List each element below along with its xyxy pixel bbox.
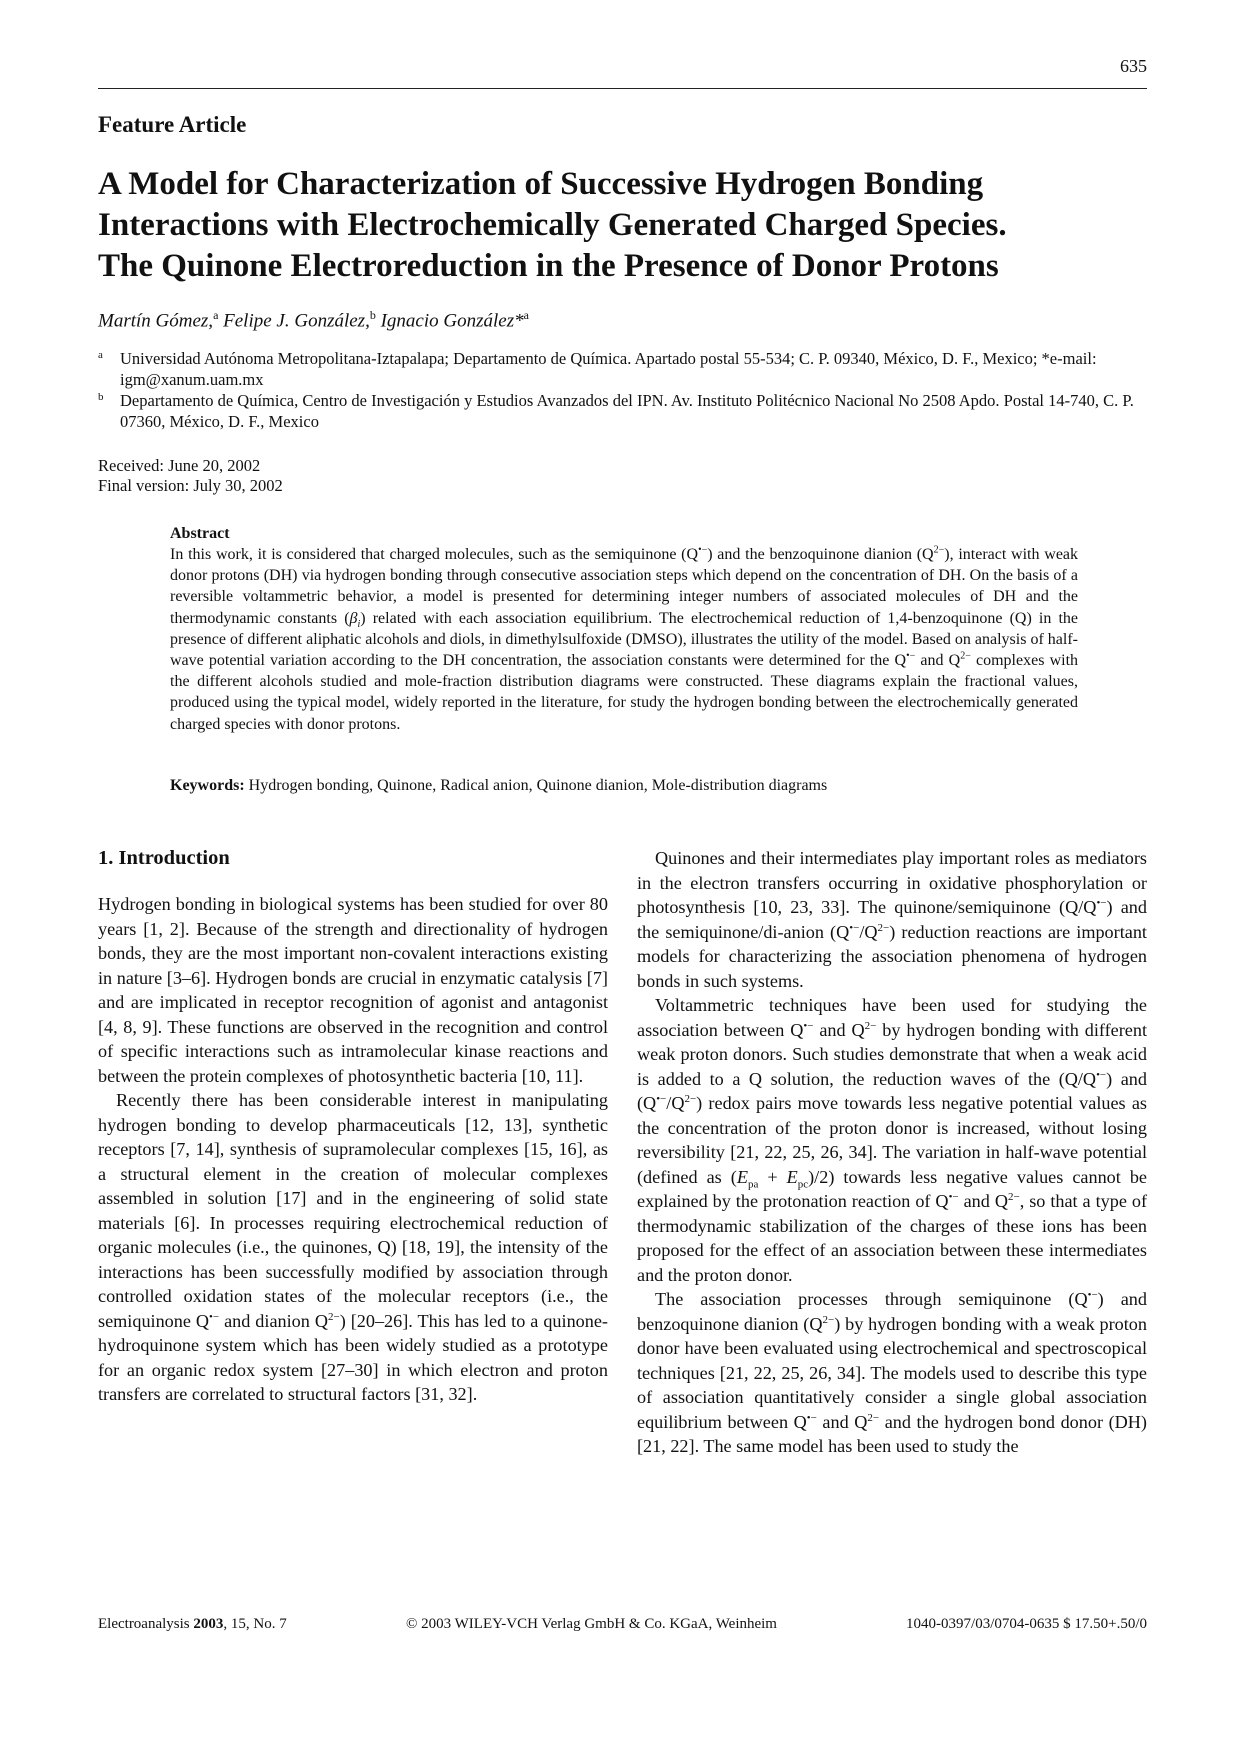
received-date: Received: June 20, 2002: [98, 456, 261, 475]
article-dates: [98, 456, 283, 496]
author-name: Martín Gómez,: [98, 310, 214, 332]
section-heading: 1. Introduction: [98, 847, 230, 869]
author-mark: b: [369, 308, 376, 322]
left-column: [98, 846, 608, 1407]
paragraph: Quinones and their intermediates play important roles as mediators in the electron transfers occurring in oxidative phosphorylation or photosynthesis [10, 23, 33]. The quinone/semiquinone (Q/Q•−) and the semiquinone/di-anion $(Q^{•-}/Q^{2-})$ reduction reactions are important models for characterizing the association phenomena of hydrogen bonds in such systems.: [637, 848, 1147, 991]
right-column: [637, 846, 1147, 1459]
affiliation-mark: a: [98, 349, 103, 361]
section-label: Feature Article: [98, 112, 247, 137]
copyright-notice: © 2003 WILEY-VCH Verlag GmbH & Co. KGaA, Weinheim: [406, 1616, 777, 1632]
author-mark: a: [213, 308, 219, 322]
journal-citation: Electroanalysis 2003, 15, No. 7: [98, 1616, 287, 1632]
keywords: [170, 777, 1078, 795]
title-line-3: The Quinone Electroreduction in the Presence of Donor Protons: [98, 248, 999, 284]
affiliation-b: [98, 390, 1147, 432]
abstract: [170, 524, 1078, 735]
title-line-1: A Model for Characterization of Successive Hydrogen Bonding: [98, 166, 984, 202]
page-number: 635: [1120, 56, 1147, 76]
abstract-text: In this work, it is considered that charged molecules, such as the semiquinone (Q•−) and the benzoquinone dianion $(Q^{2-})$, interact with weak donor protons (DH) via hydrogen bonding through consecutive association steps which depend on the concentration of DH. On the basis of a reversible voltammetric behavior, a model is presented for determining integer numbers of associated molecules of DH and the thermodynamic constants $(\beta_i)$ related with each association equilibrium. The electrochemical reduction of 1,4-benzoquinone (Q) in the presence of different aliphatic alcohols and diols, in dimethylsulfoxide (DMSO), illustrates the utility of the model. Based on analysis of half-wave potential variation according to the DH concentration, the association constants were determined for the Q•− and $Q^{2-}$ complexes with the different alcohols studied and mole-fraction distribution diagrams were constructed. These diagrams explain the fractional values, produced using the typical model, widely reported in the literature, for study the hydrogen bonding between the electrochemically generated charged species with donor protons.: [170, 544, 1079, 733]
final-version-date: Final version: July 30, 2002: [98, 476, 283, 495]
article-title: [98, 164, 1147, 287]
paragraph: Voltammetric techniques have been used for studying the association between Q•− and $Q^{2-}$ by hydrogen bonding with different weak proton donors. Such studies demonstrate that when a weak acid is added to a Q solution, the reduction waves of the (Q/Q•−) and $(Q^{•-}/Q^{2-})$ redox pairs move towards less negative potential values as the concentration of the proton donor is increased, without losing reversibility [21, 22, 25, 26, 34]. The variation in half-wave potential (defined as $(E_{pa} + E_{pc})/2$) towards less negative values cannot be explained by the protonation reaction of Q•− and $Q^{2-}$, so that a type of thermodynamic stabilization of the charges of these ions has been proposed for the effect of an association between these intermediates and the proton donor.: [637, 995, 1148, 1285]
keywords-label: Keywords:: [170, 777, 245, 794]
title-line-2: Interactions with Electrochemically Generated Charged Species.: [98, 207, 1007, 243]
paragraph: Hydrogen bonding in biological systems has been studied for over 80 years [1, 2]. Because of the strength and directionality of hydrogen bonds, they are the most important non-covalent interactions existing in nature [3–6]. Hydrogen bonds are crucial in enzymatic catalysis [7] and are implicated in receptor recognition of agonist and antagonist [4, 8, 9]. These functions are observed in the recognition and control of specific interactions such as intramolecular kinase reactions and between the protein complexes of photosynthetic bacteria [10, 11].: [98, 894, 608, 1086]
author-name: Felipe J. González,: [223, 310, 370, 332]
header-rule: [98, 88, 1147, 89]
author-name: Ignacio González*: [380, 310, 524, 332]
keywords-text: Hydrogen bonding, Quinone, Radical anion, Quinone dianion, Mole-distribution diagrams: [244, 777, 828, 794]
affiliation-text: Departamento de Química, Centro de Investigación y Estudios Avanzados del IPN. Av. Instituto Politécnico Nacional No 2508 Apdo. Postal 14-740, C. P. 07360, México, D. F., Mexico: [120, 391, 1134, 431]
paragraph: The association processes through semiquinone (Q•−) and benzoquinone dianion $(Q^{2-})$ by hydrogen bonding with a weak proton donor have been evaluated using electrochemical and spectroscopical techniques [21, 22, 25, 26, 34]. The models used to describe this type of association quantitatively consider a single global association equilibrium between Q•− and $Q^{2-}$ and the hydrogen bond donor (DH) [21, 22]. The same model has been used to study the: [637, 1288, 1147, 1456]
paragraph: Recently there has been considerable interest in manipulating hydrogen bonding to develop pharmaceuticals [12, 13], synthetic receptors [7, 14], synthesis of supramolecular complexes [15, 16], as a structural element in the creation of molecular complexes assembled in solution [17] and in the engineering of solid state materials [6]. In processes requiring electrochemical reduction of organic molecules (i.e., the quinones, Q) [18, 19], the intensity of the interactions has been successfully modified by association through controlled oxidation states of the molecular receptors (i.e., the semiquinone Q•− and dianion $Q^{2-}$) [20–26]. This has led to a quinone-hydroquinone system which has been widely studied as a prototype for an organic redox system [27–30] in which electron and proton transfers are correlated to structural factors [31, 32].: [98, 1090, 608, 1404]
author-list: [98, 308, 529, 332]
author-mark: a: [523, 308, 529, 322]
article-code: 1040-0397/03/0704-0635 $ 17.50+.50/0: [906, 1616, 1147, 1632]
abstract-heading: Abstract: [170, 525, 230, 542]
affiliation-text: Universidad Autónoma Metropolitana-Iztapalapa; Departamento de Química. Apartado postal 55-534; C. P. 09340, México, D. F., Mexico; *e-mail: igm@xanum.uam.mx: [120, 349, 1097, 389]
affiliation-a: [98, 348, 1147, 390]
affiliation-mark: b: [98, 391, 104, 403]
